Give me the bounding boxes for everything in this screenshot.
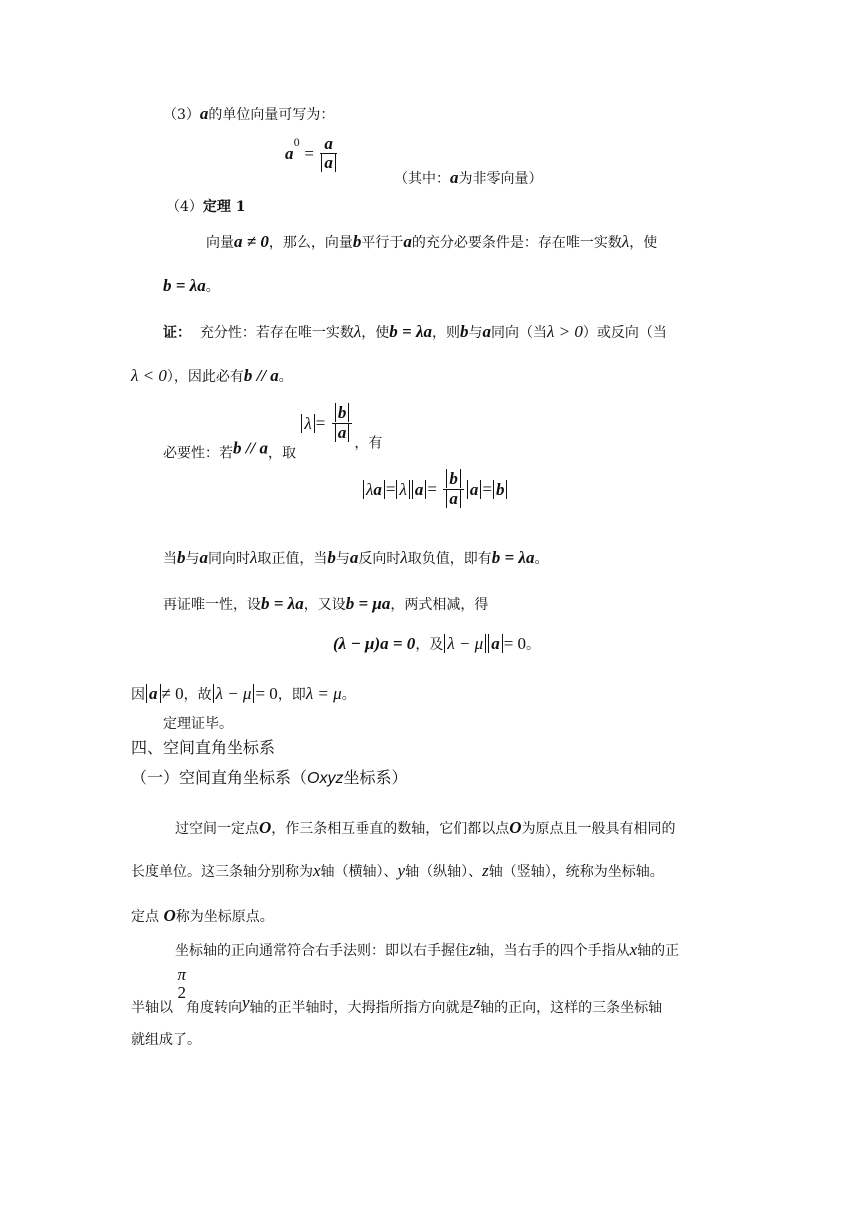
fraction-abs-b-over-abs-a: $\frac{b}{a}$: [332, 404, 353, 443]
right-hand-line-1: 坐标轴的正向通常符合右手法则：即以右手握住z轴，当右手的四个手指从x轴的正: [175, 940, 680, 959]
right-hand-line-2: 半轴以 π 2 角度转向y轴的正半轴时，大拇指所指方向就是z轴的正向，这样的三条坐标轴: [131, 965, 663, 1016]
coord-line-3: 定点 O称为坐标原点。: [131, 906, 274, 925]
proof-uniqueness-line-2: (λ − μ)a = 0，及 λ − μ a = 0。: [333, 634, 541, 653]
section-heading: 四、空间直角坐标系: [131, 738, 276, 757]
proof-uniqueness-line-3: 因 a ≠ 0，故 λ − μ = 0，即λ = μ。: [131, 684, 356, 703]
fraction-abs-b-over-abs-a-2: $\frac{b}{a}$: [443, 470, 464, 509]
line-unit-vector: （3）a的单位向量可写为：: [163, 104, 335, 123]
theorem-line-2: b = λa。: [163, 276, 220, 295]
subsection-heading: （一）空间直角坐标系（Oxyz坐标系）: [131, 768, 408, 787]
proof-sign-line: 当b与a同向时λ取正值，当b与a反向时λ取负值，即有b = λa。: [163, 548, 549, 567]
proof-necessity-line: 必要性：若b // a，取 λ = $\frac{b}{a}$ ，有: [163, 403, 383, 462]
coord-line-3-prefix: 定点: [131, 909, 159, 925]
right-hand-line-3: 就组成了。: [131, 1032, 201, 1048]
formula-abs-chain: λa = λ a = $\frac{b}{a}$ a = b: [362, 470, 508, 526]
theorem-line-1: 向量a ≠ 0，那么，向量b平行于a的充分必要条件是：存在唯一实数λ，使: [206, 232, 658, 251]
fraction-pi-over-2: π 2: [177, 965, 186, 1002]
coord-line-1: 过空间一定点O，作三条相互垂直的数轴，它们都以点O为原点且一般具有相同的: [175, 818, 676, 837]
proof-uniqueness-line-1: 再证唯一性，设b = λa，又设b = μa，两式相减，得: [163, 594, 489, 613]
coord-line-2: 长度单位。这三条轴分别称为x轴（横轴）、y轴（纵轴）、z轴（竖轴），统称为坐标轴。: [131, 861, 664, 880]
proof-sufficiency-line-1: 证： 充分性：若存在唯一实数λ，使b = λa，则b与a同向（当λ > 0）或反向（当: [163, 322, 667, 341]
theorem-heading: （4）定理 1: [166, 199, 246, 215]
fraction-a-over-abs-a: $\frac{a}{a}$: [320, 135, 337, 173]
proof-sufficiency-line-2: λ < 0），因此必有b // a。: [131, 366, 293, 385]
formula-unit-vector: $a^0$ = $\frac{a}{a}$: [285, 134, 339, 186]
note-nonzero: （其中：a为非零向量）: [394, 168, 543, 187]
qed-line: 定理证毕。: [163, 716, 233, 732]
